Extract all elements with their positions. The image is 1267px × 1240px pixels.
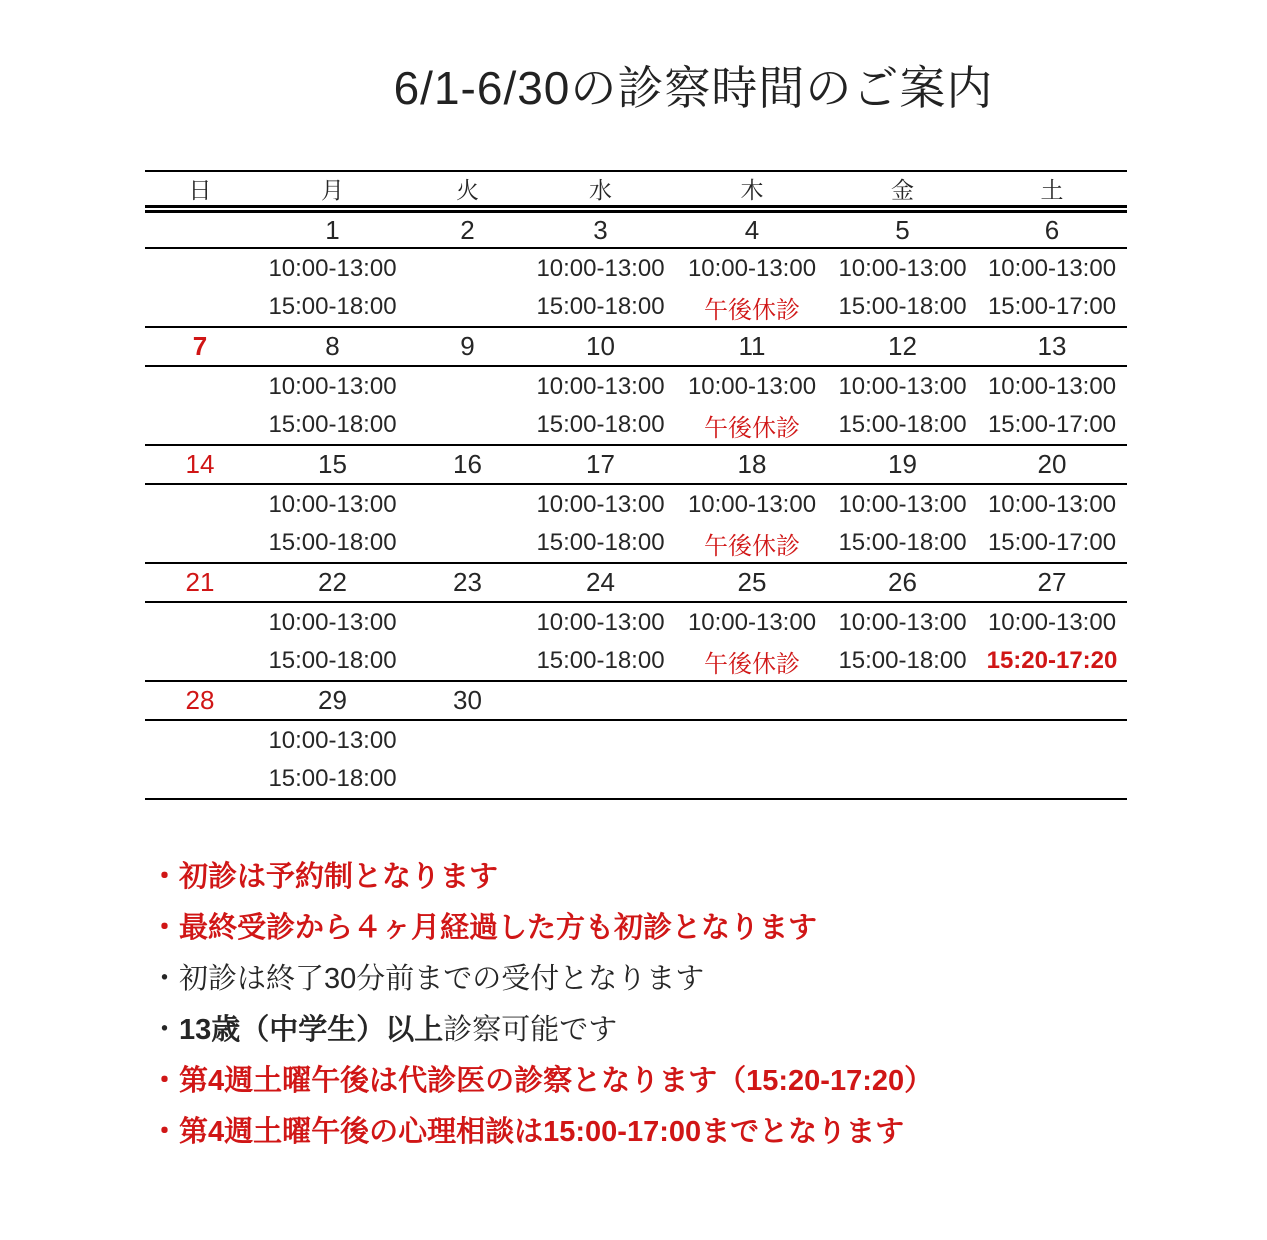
note-line	[150, 913, 1200, 943]
calendar-date-cell: 25	[676, 563, 828, 602]
date-row	[145, 209, 1127, 248]
calendar-pm-hours-cell	[145, 760, 255, 799]
calendar-date-cell: 26	[828, 563, 977, 602]
calendar-am-hours-cell	[145, 720, 255, 760]
calendar-date-cell: 1	[255, 209, 410, 248]
calendar-am-hours-cell: 10:00-13:00	[987, 490, 1117, 518]
calendar-date-cell: 21	[145, 563, 255, 602]
calendar-am-hours-cell	[525, 720, 676, 760]
calendar-am-hours-cell: 10:00-13:00	[987, 372, 1117, 400]
calendar-am-hours-cell: 10:00-13:00	[268, 726, 397, 754]
calendar-pm-hours-cell: 15:00-17:00	[977, 406, 1127, 445]
calendar-date-cell: 16	[410, 445, 525, 484]
calendar-am-hours-cell: 10:00-13:00	[536, 608, 665, 636]
calendar-am-hours-cell	[410, 602, 525, 642]
am-row	[145, 366, 1127, 406]
note-text: 診察可能です	[443, 1014, 618, 1046]
note-line	[150, 862, 1200, 892]
calendar-am-hours-cell	[410, 484, 525, 524]
calendar-pm-hours-cell: 15:00-18:00	[828, 406, 977, 445]
calendar-am-hours-cell	[676, 720, 828, 760]
calendar-pm-hours-cell: 午後休診	[676, 288, 828, 327]
calendar-date-cell: 9	[410, 327, 525, 366]
note-text: ・第4週土曜午後は代診医の診察となります（15:20-17:20）	[150, 1065, 934, 1097]
calendar-date-cell: 6	[977, 209, 1127, 248]
calendar-am-hours-cell	[145, 248, 255, 288]
calendar-am-hours-cell: 10:00-13:00	[838, 254, 967, 282]
calendar-pm-hours-cell: 午後休診	[676, 642, 828, 681]
calendar-am-hours-cell	[410, 720, 525, 760]
calendar-am-hours-cell	[410, 366, 525, 406]
calendar-pm-hours-cell: 15:00-18:00	[255, 642, 410, 681]
calendar-pm-hours-cell	[145, 406, 255, 445]
calendar-pm-hours-cell: 15:00-18:00	[255, 288, 410, 327]
calendar-date-cell: 10	[525, 327, 676, 366]
am-row	[145, 484, 1127, 524]
calendar-pm-hours-cell	[828, 760, 977, 799]
note-line	[150, 1015, 1200, 1045]
calendar-pm-hours-cell: 15:00-18:00	[828, 524, 977, 563]
calendar-date-cell: 30	[410, 681, 525, 720]
calendar-am-hours-cell	[145, 366, 255, 406]
schedule-table	[145, 170, 1127, 800]
weekday-header-friday: 金	[828, 171, 977, 209]
weekday-header-wednesday: 水	[525, 171, 676, 209]
calendar-date-cell: 5	[828, 209, 977, 248]
schedule-table-body	[145, 209, 1127, 799]
calendar-am-hours-cell: 10:00-13:00	[268, 490, 397, 518]
note-text: ・初診は予約制となります	[150, 861, 499, 893]
calendar-date-cell: 19	[828, 445, 977, 484]
calendar-pm-hours-cell	[410, 524, 525, 563]
calendar-pm-hours-cell: 15:00-18:00	[525, 524, 676, 563]
calendar-am-hours-cell: 10:00-13:00	[838, 490, 967, 518]
calendar-am-hours-cell: 10:00-13:00	[987, 608, 1117, 636]
pm-row	[145, 642, 1127, 681]
am-row	[145, 720, 1127, 760]
calendar-pm-hours-cell: 15:00-17:00	[977, 288, 1127, 327]
calendar-pm-hours-cell	[410, 760, 525, 799]
calendar-am-hours-cell: 10:00-13:00	[987, 254, 1117, 282]
calendar-date-cell: 15	[255, 445, 410, 484]
calendar-date-cell: 3	[525, 209, 676, 248]
calendar-am-hours-cell	[145, 602, 255, 642]
calendar-date-cell: 13	[977, 327, 1127, 366]
calendar-pm-hours-cell	[410, 642, 525, 681]
pm-row	[145, 524, 1127, 563]
calendar-date-cell	[828, 681, 977, 720]
calendar-am-hours-cell: 10:00-13:00	[687, 490, 817, 518]
calendar-am-hours-cell: 10:00-13:00	[536, 490, 665, 518]
page-title: 6/1-6/30の診察時間のご案内	[393, 62, 994, 114]
calendar-am-hours-cell: 10:00-13:00	[268, 254, 397, 282]
calendar-date-cell: 2	[410, 209, 525, 248]
calendar-pm-hours-cell: 15:00-18:00	[525, 288, 676, 327]
calendar-am-hours-cell: 10:00-13:00	[536, 372, 665, 400]
date-row	[145, 681, 1127, 720]
calendar-am-hours-cell	[145, 484, 255, 524]
am-row	[145, 602, 1127, 642]
calendar-am-hours-cell	[410, 248, 525, 288]
calendar-date-cell	[977, 681, 1127, 720]
am-row	[145, 248, 1127, 288]
calendar-am-hours-cell: 10:00-13:00	[268, 372, 397, 400]
calendar-am-hours-cell: 10:00-13:00	[268, 608, 397, 636]
calendar-am-hours-cell: 10:00-13:00	[838, 608, 967, 636]
weekday-header-tuesday: 火	[410, 171, 525, 209]
calendar-pm-hours-cell: 15:00-18:00	[828, 642, 977, 681]
note-text: ・	[150, 1014, 180, 1046]
weekday-header-row	[145, 171, 1127, 209]
calendar-date-cell	[525, 681, 676, 720]
date-row	[145, 327, 1127, 366]
calendar-date-cell: 8	[255, 327, 410, 366]
calendar-am-hours-cell: 10:00-13:00	[838, 372, 967, 400]
calendar-date-cell: 11	[676, 327, 828, 366]
note-text: 13歳（中学生）以上	[179, 1014, 444, 1046]
calendar-date-cell: 27	[977, 563, 1127, 602]
pm-row	[145, 288, 1127, 327]
calendar-pm-hours-cell: 15:00-18:00	[525, 642, 676, 681]
calendar-pm-hours-cell: 15:00-18:00	[525, 406, 676, 445]
weekday-header-monday: 月	[255, 171, 410, 209]
note-text: ・第4週土曜午後の心理相談は15:00-17:00までとなります	[150, 1116, 905, 1148]
calendar-pm-hours-cell	[145, 524, 255, 563]
calendar-date-cell: 17	[525, 445, 676, 484]
calendar-pm-hours-cell: 15:20-17:20	[977, 642, 1127, 681]
calendar-date-cell: 22	[255, 563, 410, 602]
calendar-pm-hours-cell	[410, 288, 525, 327]
calendar-am-hours-cell: 10:00-13:00	[536, 254, 665, 282]
date-row	[145, 445, 1127, 484]
calendar-date-cell: 24	[525, 563, 676, 602]
note-line	[150, 964, 1200, 994]
calendar-date-cell: 7	[145, 327, 255, 366]
calendar-pm-hours-cell: 午後休診	[676, 406, 828, 445]
note-line	[150, 1117, 1200, 1147]
calendar-date-cell	[676, 681, 828, 720]
calendar-date-cell: 4	[676, 209, 828, 248]
notes-section	[150, 862, 1200, 1168]
weekday-header-saturday: 土	[977, 171, 1127, 209]
weekday-header-thursday: 木	[676, 171, 828, 209]
calendar-date-cell: 28	[145, 681, 255, 720]
calendar-pm-hours-cell	[977, 760, 1127, 799]
calendar-am-hours-cell	[828, 720, 977, 760]
calendar-date-cell: 12	[828, 327, 977, 366]
calendar-pm-hours-cell: 15:00-18:00	[828, 288, 977, 327]
calendar-date-cell: 23	[410, 563, 525, 602]
calendar-am-hours-cell	[977, 720, 1127, 760]
note-line	[150, 1066, 1200, 1096]
note-text: ・初診は終了30分前までの受付となります	[150, 963, 705, 995]
calendar-pm-hours-cell	[145, 288, 255, 327]
calendar-pm-hours-cell: 15:00-18:00	[255, 406, 410, 445]
calendar-date-cell: 18	[676, 445, 828, 484]
pm-row	[145, 406, 1127, 445]
pm-row	[145, 760, 1127, 799]
calendar-pm-hours-cell: 15:00-17:00	[977, 524, 1127, 563]
note-text: ・最終受診から４ヶ月経過した方も初診となります	[150, 912, 818, 944]
calendar-pm-hours-cell: 15:00-18:00	[255, 760, 410, 799]
calendar-date-cell: 29	[255, 681, 410, 720]
calendar-pm-hours-cell	[410, 406, 525, 445]
calendar-pm-hours-cell	[145, 642, 255, 681]
calendar-am-hours-cell: 10:00-13:00	[687, 254, 817, 282]
weekday-header-sunday: 日	[145, 171, 255, 209]
date-row	[145, 563, 1127, 602]
calendar-pm-hours-cell: 15:00-18:00	[255, 524, 410, 563]
calendar-pm-hours-cell	[676, 760, 828, 799]
calendar-date-cell	[145, 209, 255, 248]
calendar-pm-hours-cell: 午後休診	[676, 524, 828, 563]
calendar-am-hours-cell: 10:00-13:00	[687, 372, 817, 400]
calendar-pm-hours-cell	[525, 760, 676, 799]
calendar-date-cell: 20	[977, 445, 1127, 484]
calendar-date-cell: 14	[145, 445, 255, 484]
calendar-am-hours-cell: 10:00-13:00	[687, 608, 817, 636]
